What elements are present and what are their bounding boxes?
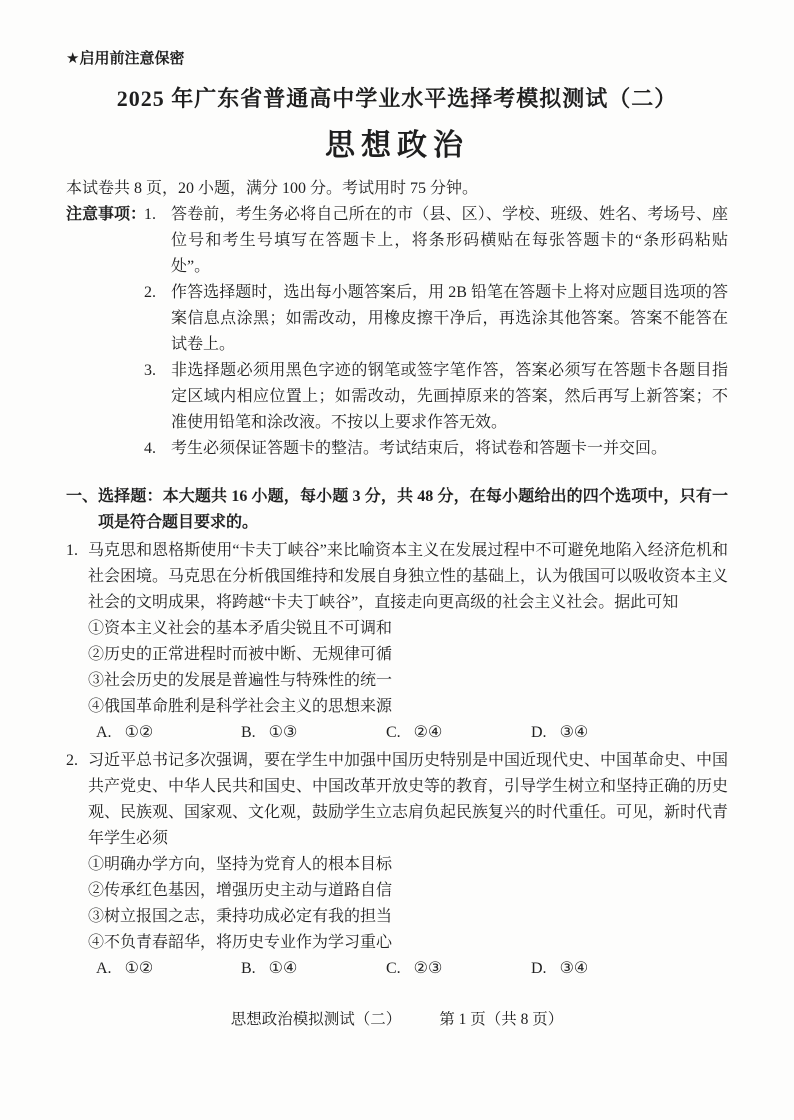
statement-3: ③社会历史的发展是普遍性与特殊性的统一 <box>88 672 393 689</box>
notice-item-text: 考生必须保证答题卡的整洁。考试结束后，将试卷和答题卡一并交回。 <box>171 440 668 457</box>
statement-1: ①资本主义社会的基本矛盾尖锐且不可调和 <box>88 620 393 637</box>
statement-2: ②历史的正常进程时而被中断、无规律可循 <box>88 646 393 663</box>
choice-label: B. <box>241 960 256 977</box>
choice-a <box>96 956 241 982</box>
choice-b <box>241 956 386 982</box>
notice-item-text: 答卷前，考生务必将自己所在的市（县、区）、学校、班级、姓名、考场号、座位号和考生号填写在答题卡上，将条形码横贴在每张答题卡的“条形码粘贴处”。 <box>171 206 728 275</box>
question-body <box>88 538 728 746</box>
notice-item <box>144 280 728 358</box>
choice-value: ②④ <box>413 724 443 741</box>
choice-value: ①③ <box>268 724 298 741</box>
choice-label: C. <box>386 724 401 741</box>
notice-item <box>144 358 728 436</box>
question-stem: 马克思和恩格斯使用“卡夫丁峡谷”来比喻资本主义在发展过程中不可避免地陷入经济危机和社会困境。马克思在分析俄国维持和发展自身独立性的基础上，认为俄国可以吸收资本主义社会的文明成果，将跨越“卡夫丁峡谷”，直接走向更高级的社会主义社会。据此可知 <box>88 542 729 611</box>
notice-item-number: 3. <box>144 362 156 379</box>
question-number: 2. <box>66 752 78 769</box>
statement-4: ④不负青春韶华，将历史专业作为学习重心 <box>88 934 393 951</box>
section-marker: 一、 <box>66 488 99 505</box>
choice-value: ①② <box>124 960 154 977</box>
notice-list <box>144 202 728 462</box>
section-heading <box>66 484 728 536</box>
choice-d <box>531 956 728 982</box>
notice-label: 注意事项： <box>66 206 147 223</box>
exam-info: 本试卷共 8 页，20 小题，满分 100 分。考试用时 75 分钟。 <box>66 180 479 197</box>
notice-item-number: 1. <box>144 206 156 223</box>
statement-2: ②传承红色基因，增强历史主动与道路自信 <box>88 882 393 899</box>
subject-title: 思想政治 <box>325 129 469 162</box>
question-2 <box>66 748 728 982</box>
notice-item <box>144 202 728 280</box>
choice-value: ②③ <box>413 960 443 977</box>
choice-value: ③④ <box>559 724 589 741</box>
notice-section <box>66 202 728 462</box>
choice-label: A. <box>96 724 112 741</box>
question-stem: 习近平总书记多次强调，要在学生中加强中国历史特别是中国近现代史、中国革命史、中国共产党史、中华人民共和国史、中国改革开放史等的教育，引导学生树立和坚持正确的历史观、民族观、国家观、文化观，鼓励学生立志肩负起民族复兴的时代重任。可见，新时代青年学生必须 <box>88 752 729 847</box>
exam-title: 2025 年广东省普通高中学业水平选择考模拟测试（二） <box>116 86 678 111</box>
choice-a <box>96 720 241 746</box>
choice-row <box>88 956 728 982</box>
notice-item-text: 非选择题必须用黑色字迹的钢笔或签字笔作答，答案必须写在答题卡各题目指定区域内相应位置上；如需改动，先画掉原来的答案，然后再写上新答案；不准使用铅笔和涂改液。不按以上要求作答无效。 <box>171 362 728 431</box>
section-heading-text: 选择题：本大题共 16 小题，每小题 3 分，共 48 分，在每小题给出的四个选项中，只有一项是符合题目要求的。 <box>98 488 728 531</box>
choice-label: B. <box>241 724 256 741</box>
choice-label: D. <box>531 724 547 741</box>
question-body <box>88 748 728 982</box>
choice-d <box>531 720 728 746</box>
footer-page-number: 第 1 页（共 8 页） <box>439 1011 564 1028</box>
choice-label: C. <box>386 960 401 977</box>
question-number: 1. <box>66 542 78 559</box>
choice-row <box>88 720 728 746</box>
page-footer <box>66 1007 728 1033</box>
choice-c <box>386 720 531 746</box>
question-statements <box>88 616 728 720</box>
notice-item-number: 2. <box>144 284 156 301</box>
choice-label: A. <box>96 960 112 977</box>
choice-value: ①② <box>124 724 154 741</box>
choice-value: ③④ <box>559 960 589 977</box>
notice-item-text: 作答选择题时，选出每小题答案后，用 2B 铅笔在答题卡上将对应题目选项的答案信息点涂黑；如需改动，用橡皮擦干净后，再选涂其他答案。答案不能答在试卷上。 <box>171 284 728 353</box>
choice-label: D. <box>531 960 547 977</box>
statement-3: ③树立报国之志，秉持功成必定有我的担当 <box>88 908 393 925</box>
notice-item <box>144 436 728 462</box>
statement-4: ④俄国革命胜利是科学社会主义的思想来源 <box>88 698 393 715</box>
security-notice: ★启用前注意保密 <box>66 50 185 67</box>
notice-item-number: 4. <box>144 440 156 457</box>
statement-1: ①明确办学方向，坚持为党育人的根本目标 <box>88 856 393 873</box>
choice-b <box>241 720 386 746</box>
choice-value: ①④ <box>268 960 298 977</box>
question-statements <box>88 852 728 956</box>
question-1 <box>66 538 728 746</box>
footer-paper-name: 思想政治模拟测试（二） <box>230 1011 402 1028</box>
choice-c <box>386 956 531 982</box>
